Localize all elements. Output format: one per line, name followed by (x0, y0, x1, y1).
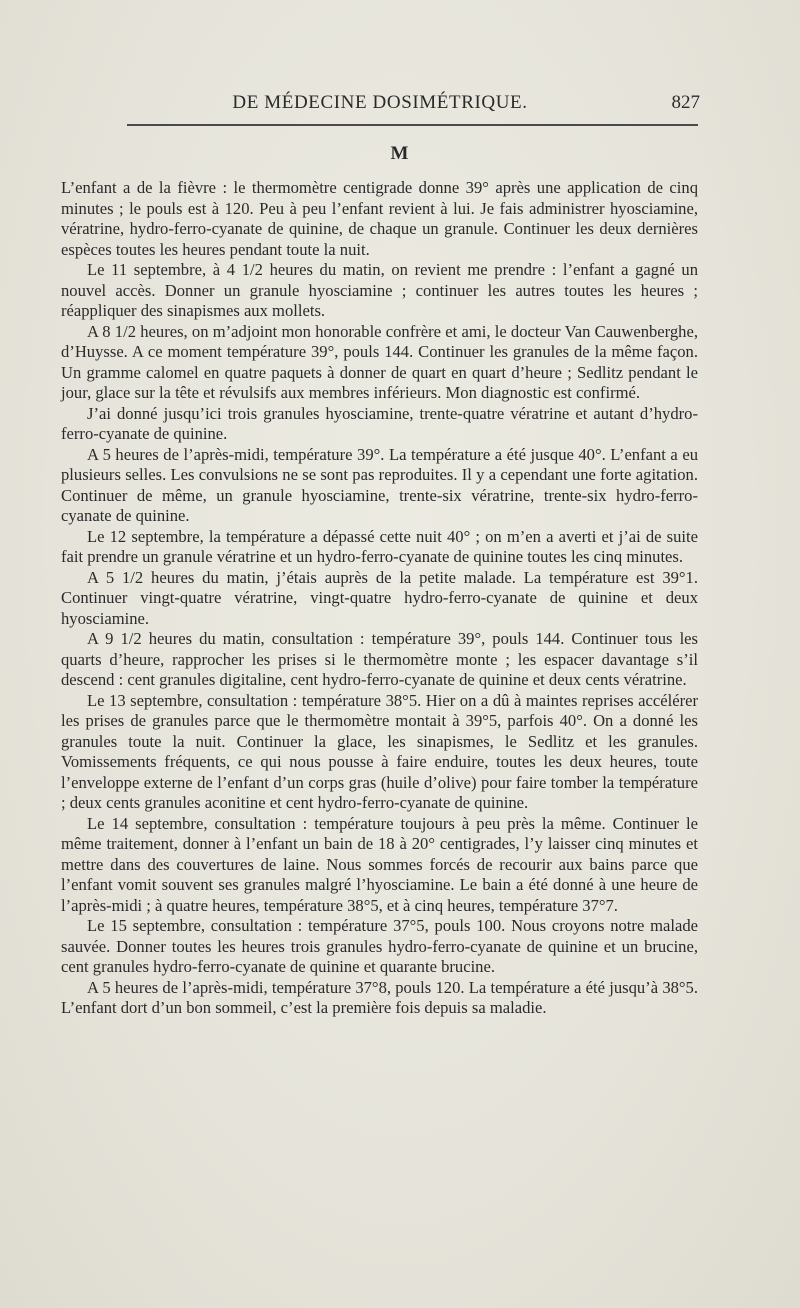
paragraph-6: Le 12 septembre, la température a dépassé cette nuit 40° ; on m’en a averti et j’ai de suite fait prendre un granule vératrine et un hydro-ferro-cyanate de quinine toutes les cinq minutes. (61, 526, 698, 566)
paragraph-10: Le 14 septembre, consultation : température toujours à peu près la même. Continuer le même traitement, donner à l’enfant un bain de 18 à 20° centigrades, l’y laisser cinq minutes et mettre dans des couvertures de laine. Nous sommes forcés de recourir aux bains parce que l’enfant vomit souvent ses granules malgré l’hyosciamine. Le bain a été donné à une heure de l’après-midi ; à quatre heures, température 38°5, et à cinq heures, température 37°7. (61, 813, 698, 915)
paragraph-9: Le 13 septembre, consultation : température 38°5. Hier on a dû à maintes reprises accélérer les prises de granules parce que le thermomètre montait à 39°5, parfois 40°. On a donné les granules toute la nuit. Continuer la glace, les sinapismes, le Sedlitz et les granules. Vomissements fréquents, ce qui nous pousse à faire enduire, toutes les deux heures, toute l’enveloppe externe de l’enfant d’un corps gras (huile d’olive) pour faire tomber la température ; deux cents granules aconitine et cent hydro-ferro-cyanate de quinine. (61, 690, 698, 812)
paragraph-3: A 8 1/2 heures, on m’adjoint mon honorable confrère et ami, le docteur Van Cauwenberghe, d’Huysse. A ce moment température 39°, pouls 144. Continuer les granules de la même façon. Un gramme calomel en quatre paquets à donner de quart en quart d’heure ; Sedlitz pendant le jour, glace sur la tête et révulsifs aux membres inférieurs. Mon diagnostic est confirmé. (61, 321, 698, 402)
paragraph-8: A 9 1/2 heures du matin, consultation : température 39°, pouls 144. Continuer tous les quarts d’heure, rapprocher les prises si le thermomètre monte ; les espacer davantage s’il descend : cent granules digitaline, cent hydro-ferro-cyanate de quinine et deux cents vératrine. (61, 629, 698, 689)
section-heading: M (390, 143, 410, 164)
page-number: 827 (671, 92, 700, 113)
paragraph-7: A 5 1/2 heures du matin, j’étais auprès de la petite malade. La température est 39°1. Continuer vingt-quatre vératrine, vingt-quatre hydro-ferro-cyanate de quinine et deux hyosciamine. (61, 567, 698, 628)
header-rule (127, 124, 698, 126)
running-head (60, 92, 700, 118)
body-text (61, 178, 698, 1019)
paragraph-12: A 5 heures de l’après-midi, température 37°8, pouls 120. La température a été jusqu’à 38°5. L’enfant dort d’un bon sommeil, c’est la première fois depuis sa maladie. (61, 977, 698, 1017)
running-title: DE MÉDECINE DOSIMÉTRIQUE. (232, 92, 528, 113)
paragraph-2: Le 11 septembre, à 4 1/2 heures du matin, on revient me prendre : l’enfant a gagné un nouvel accès. Donner un granule hyosciamine ; continuer les autres toutes les heures ; réappliquer des sinapismes aux mollets. (61, 260, 698, 320)
paragraph-11: Le 15 septembre, consultation : température 37°5, pouls 100. Nous croyons notre malade sauvée. Donner toutes les heures trois granules hydro-ferro-cyanate de quinine et un brucine, cent granules hydro-ferro-cyanate de quinine et quarante brucine. (61, 916, 698, 976)
paragraph-4: J’ai donné jusqu’ici trois granules hyosciamine, trente-quatre vératrine et autant d’hydro-ferro-cyanate de quinine. (61, 403, 698, 443)
paragraph-1: L’enfant a de la fièvre : le thermomètre centigrade donne 39° après une application de cinq minutes ; le pouls est à 120. Peu à peu l’enfant revient à lui. Je fais administrer hyosciamine, vératrine, hydro-ferro-cyanate de quinine, de chaque un granule. Continuer les deux dernières espèces toutes les heures pendant toute la nuit. (61, 178, 698, 259)
paragraph-5: A 5 heures de l’après-midi, température 39°. La température a été jusque 40°. L’enfant a eu plusieurs selles. Les convulsions ne se sont pas reproduites. Il y a cependant une forte agitation. Continuer de même, un granule hyosciamine, trente-six vératrine, trente-six hydro-ferro-cyanate de quinine. (61, 444, 698, 525)
